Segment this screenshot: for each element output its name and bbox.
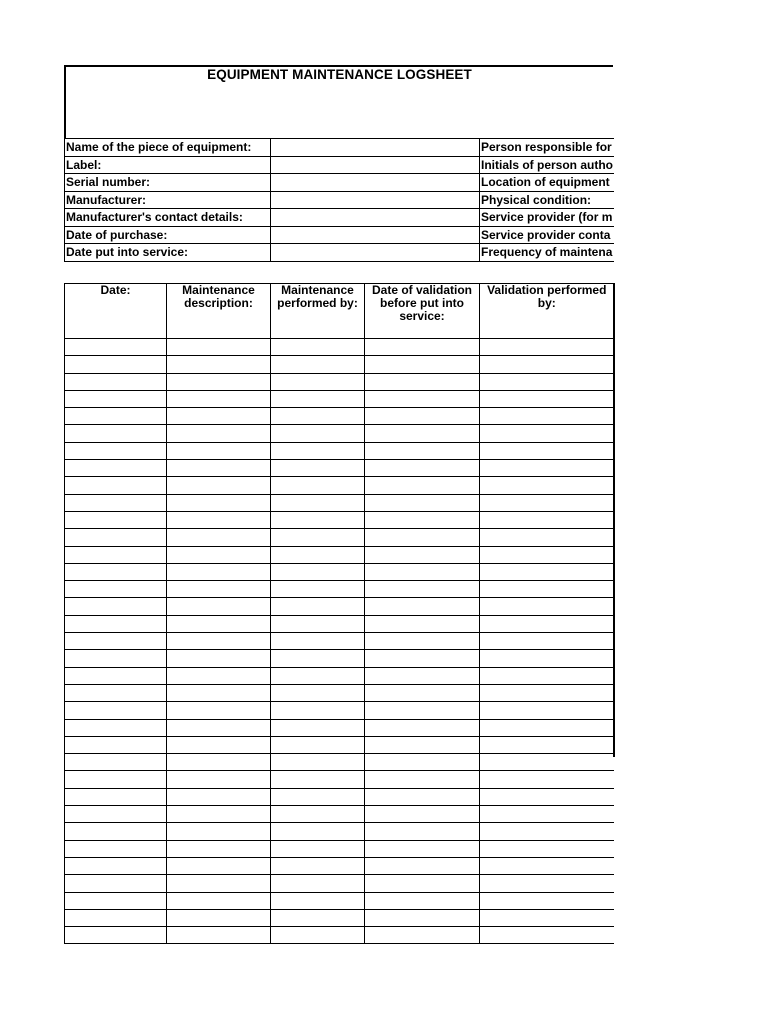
log-cell[interactable] <box>480 892 614 909</box>
table-row <box>65 460 614 477</box>
log-cell[interactable] <box>167 511 271 528</box>
log-cell[interactable] <box>365 477 480 494</box>
table-row <box>65 754 614 771</box>
log-cell[interactable] <box>365 356 480 373</box>
log-cell[interactable] <box>365 494 480 511</box>
log-cell[interactable] <box>480 927 614 944</box>
header-validation-performed-by: Validation performed by: <box>480 284 614 339</box>
log-cell[interactable] <box>271 857 365 874</box>
log-cell[interactable] <box>365 598 480 615</box>
info-left-label: Serial number: <box>65 174 271 192</box>
log-cell[interactable] <box>271 373 365 390</box>
info-left-label: Date put into service: <box>65 244 271 262</box>
info-right-label: Frequency of maintena <box>481 245 613 260</box>
log-cell[interactable] <box>65 927 167 944</box>
log-cell[interactable] <box>271 615 365 632</box>
log-cell[interactable] <box>271 633 365 650</box>
page-title: EQUIPMENT MAINTENANCE LOGSHEET <box>207 67 472 82</box>
header-maintenance-description: Maintenance description: <box>167 284 271 339</box>
log-cell[interactable] <box>480 684 614 701</box>
info-row <box>65 226 615 244</box>
table-row <box>65 390 614 407</box>
log-cell[interactable] <box>365 788 480 805</box>
log-cell[interactable] <box>365 754 480 771</box>
log-cell[interactable] <box>365 529 480 546</box>
log-cell[interactable] <box>271 529 365 546</box>
log-cell[interactable] <box>65 460 167 477</box>
log-cell[interactable] <box>480 909 614 926</box>
log-cell[interactable] <box>65 563 167 580</box>
log-cell[interactable] <box>167 598 271 615</box>
log-cell[interactable] <box>365 927 480 944</box>
log-cell[interactable] <box>65 702 167 719</box>
log-cell[interactable] <box>480 840 614 857</box>
log-cell[interactable] <box>365 408 480 425</box>
table-row <box>65 442 614 459</box>
log-cell[interactable] <box>271 892 365 909</box>
table-row <box>65 927 614 944</box>
log-cell[interactable] <box>65 788 167 805</box>
log-cell[interactable] <box>365 460 480 477</box>
log-cell[interactable] <box>480 442 614 459</box>
log-cell[interactable] <box>365 442 480 459</box>
log-cell[interactable] <box>65 442 167 459</box>
log-cell[interactable] <box>167 425 271 442</box>
log-cell[interactable] <box>65 494 167 511</box>
info-left-label: Date of purchase: <box>65 226 271 244</box>
info-left-label: Name of the piece of equipment: <box>65 139 271 157</box>
log-cell[interactable] <box>167 823 271 840</box>
info-row <box>65 244 615 262</box>
log-cell[interactable] <box>365 425 480 442</box>
log-cell[interactable] <box>167 615 271 632</box>
table-row <box>65 356 614 373</box>
log-cell[interactable] <box>65 546 167 563</box>
log-cell[interactable] <box>65 373 167 390</box>
info-right-label: Service provider conta <box>480 226 615 244</box>
log-cell[interactable] <box>271 460 365 477</box>
log-cell[interactable] <box>271 909 365 926</box>
log-cell[interactable] <box>365 615 480 632</box>
table-row <box>65 892 614 909</box>
table-row <box>65 598 614 615</box>
log-right-border <box>613 283 615 757</box>
log-cell[interactable] <box>480 529 614 546</box>
log-cell[interactable] <box>271 390 365 407</box>
log-cell[interactable] <box>480 823 614 840</box>
log-cell[interactable] <box>271 684 365 701</box>
log-cell[interactable] <box>65 425 167 442</box>
table-row <box>65 615 614 632</box>
table-row <box>65 633 614 650</box>
log-cell[interactable] <box>167 356 271 373</box>
info-left-value-field[interactable] <box>271 209 480 227</box>
log-cell[interactable] <box>480 339 614 356</box>
log-cell[interactable] <box>271 408 365 425</box>
log-cell[interactable] <box>271 477 365 494</box>
log-cell[interactable] <box>480 875 614 892</box>
log-cell[interactable] <box>167 736 271 753</box>
log-cell[interactable] <box>65 615 167 632</box>
log-cell[interactable] <box>480 806 614 823</box>
log-cell[interactable] <box>167 633 271 650</box>
info-left-value-field[interactable] <box>271 156 480 174</box>
table-row <box>65 529 614 546</box>
log-cell[interactable] <box>65 339 167 356</box>
log-cell[interactable] <box>480 494 614 511</box>
log-cell[interactable] <box>480 615 614 632</box>
log-cell[interactable] <box>480 511 614 528</box>
log-cell[interactable] <box>365 581 480 598</box>
table-row <box>65 581 614 598</box>
log-cell[interactable] <box>480 390 614 407</box>
table-row <box>65 788 614 805</box>
log-cell[interactable] <box>271 875 365 892</box>
log-cell[interactable] <box>65 477 167 494</box>
log-cell[interactable] <box>271 546 365 563</box>
table-row <box>65 684 614 701</box>
table-row <box>65 806 614 823</box>
log-cell[interactable] <box>365 390 480 407</box>
log-cell[interactable] <box>65 598 167 615</box>
info-left-value-field[interactable] <box>271 226 480 244</box>
header-date: Date: <box>65 284 167 339</box>
table-row <box>65 339 614 356</box>
table-row <box>65 546 614 563</box>
log-cell[interactable] <box>65 719 167 736</box>
table-row <box>65 771 614 788</box>
info-right-label: Location of equipment <box>480 174 615 192</box>
table-row <box>65 477 614 494</box>
info-left-label: Label: <box>65 156 271 174</box>
log-cell[interactable] <box>365 650 480 667</box>
table-row <box>65 650 614 667</box>
log-cell[interactable] <box>271 736 365 753</box>
table-row <box>65 667 614 684</box>
log-cell[interactable] <box>271 356 365 373</box>
table-row <box>65 909 614 926</box>
log-cell[interactable] <box>365 840 480 857</box>
title-box <box>64 65 613 139</box>
header-maintenance-performed-by: Maintenance performed by: <box>271 284 365 339</box>
info-left-value-field[interactable] <box>271 191 480 209</box>
log-cell[interactable] <box>167 477 271 494</box>
table-row <box>65 840 614 857</box>
info-row <box>65 174 615 192</box>
log-cell[interactable] <box>65 823 167 840</box>
table-row <box>65 702 614 719</box>
log-cell[interactable] <box>167 408 271 425</box>
log-cell[interactable] <box>65 408 167 425</box>
log-cell[interactable] <box>167 546 271 563</box>
log-cell[interactable] <box>65 581 167 598</box>
log-cell[interactable] <box>65 857 167 874</box>
log-cell[interactable] <box>65 529 167 546</box>
log-cell[interactable] <box>167 788 271 805</box>
log-cell[interactable] <box>65 650 167 667</box>
log-cell[interactable] <box>271 823 365 840</box>
log-cell[interactable] <box>167 460 271 477</box>
log-cell[interactable] <box>480 650 614 667</box>
log-cell[interactable] <box>271 667 365 684</box>
info-left-label: Manufacturer's contact details: <box>65 209 271 227</box>
log-cell[interactable] <box>480 667 614 684</box>
log-cell[interactable] <box>365 633 480 650</box>
log-cell[interactable] <box>167 339 271 356</box>
log-cell[interactable] <box>167 650 271 667</box>
log-cell[interactable] <box>271 719 365 736</box>
log-cell[interactable] <box>271 650 365 667</box>
log-cell[interactable] <box>271 771 365 788</box>
log-cell[interactable] <box>365 875 480 892</box>
log-cell[interactable] <box>167 719 271 736</box>
log-cell[interactable] <box>271 754 365 771</box>
log-cell[interactable] <box>65 390 167 407</box>
log-cell[interactable] <box>365 339 480 356</box>
log-cell[interactable] <box>167 840 271 857</box>
info-right-label: Service provider (for m <box>481 210 613 225</box>
log-cell[interactable] <box>480 581 614 598</box>
log-cell[interactable] <box>480 546 614 563</box>
log-cell[interactable] <box>65 736 167 753</box>
log-cell[interactable] <box>65 892 167 909</box>
log-cell[interactable] <box>271 494 365 511</box>
log-header-row <box>65 284 614 339</box>
info-right-label: Physical condition: <box>480 191 615 209</box>
log-cell[interactable] <box>65 667 167 684</box>
log-cell[interactable] <box>271 563 365 580</box>
log-cell[interactable] <box>167 892 271 909</box>
log-cell[interactable] <box>480 788 614 805</box>
table-row <box>65 373 614 390</box>
log-cell[interactable] <box>480 356 614 373</box>
log-cell[interactable] <box>480 754 614 771</box>
log-cell[interactable] <box>271 339 365 356</box>
log-cell[interactable] <box>65 840 167 857</box>
log-cell[interactable] <box>365 823 480 840</box>
log-cell[interactable] <box>167 754 271 771</box>
log-cell[interactable] <box>480 771 614 788</box>
info-row <box>65 209 615 227</box>
info-left-label: Manufacturer: <box>65 191 271 209</box>
log-cell[interactable] <box>365 373 480 390</box>
log-cell[interactable] <box>271 806 365 823</box>
table-row <box>65 736 614 753</box>
log-cell[interactable] <box>167 875 271 892</box>
log-cell[interactable] <box>271 840 365 857</box>
log-cell[interactable] <box>365 857 480 874</box>
info-row <box>65 191 615 209</box>
info-left-value-field[interactable] <box>271 174 480 192</box>
table-row <box>65 719 614 736</box>
log-cell[interactable] <box>480 563 614 580</box>
log-cell[interactable] <box>271 581 365 598</box>
log-cell[interactable] <box>480 425 614 442</box>
info-right-label: Initials of person autho <box>481 157 614 172</box>
log-cell[interactable] <box>271 788 365 805</box>
log-cell[interactable] <box>365 511 480 528</box>
log-cell[interactable] <box>167 667 271 684</box>
log-cell[interactable] <box>365 771 480 788</box>
log-cell[interactable] <box>167 563 271 580</box>
info-left-value-field[interactable] <box>271 244 480 262</box>
table-row <box>65 875 614 892</box>
log-cell[interactable] <box>365 806 480 823</box>
log-cell[interactable] <box>167 581 271 598</box>
log-cell[interactable] <box>65 754 167 771</box>
table-row <box>65 408 614 425</box>
info-left-value-field[interactable] <box>271 139 480 157</box>
log-cell[interactable] <box>271 927 365 944</box>
log-cell[interactable] <box>480 736 614 753</box>
log-cell[interactable] <box>167 494 271 511</box>
log-cell[interactable] <box>167 909 271 926</box>
info-row <box>65 139 615 157</box>
log-cell[interactable] <box>365 563 480 580</box>
log-cell[interactable] <box>167 390 271 407</box>
log-cell[interactable] <box>365 667 480 684</box>
log-cell[interactable] <box>167 373 271 390</box>
table-row <box>65 563 614 580</box>
log-cell[interactable] <box>65 909 167 926</box>
log-cell[interactable] <box>167 927 271 944</box>
log-cell[interactable] <box>167 857 271 874</box>
log-cell[interactable] <box>167 771 271 788</box>
log-cell[interactable] <box>480 598 614 615</box>
log-cell[interactable] <box>167 529 271 546</box>
log-cell[interactable] <box>271 511 365 528</box>
log-cell[interactable] <box>480 408 614 425</box>
table-row <box>65 823 614 840</box>
log-cell[interactable] <box>365 702 480 719</box>
table-row <box>65 511 614 528</box>
log-cell[interactable] <box>480 702 614 719</box>
log-cell[interactable] <box>65 875 167 892</box>
log-cell[interactable] <box>65 771 167 788</box>
log-cell[interactable] <box>271 425 365 442</box>
log-cell[interactable] <box>271 442 365 459</box>
log-cell[interactable] <box>365 719 480 736</box>
log-cell[interactable] <box>271 702 365 719</box>
log-cell[interactable] <box>65 356 167 373</box>
log-cell[interactable] <box>480 633 614 650</box>
maintenance-log-table <box>64 283 614 944</box>
log-cell[interactable] <box>65 806 167 823</box>
table-row <box>65 494 614 511</box>
log-cell[interactable] <box>365 546 480 563</box>
log-cell[interactable] <box>365 909 480 926</box>
log-cell[interactable] <box>365 892 480 909</box>
log-cell[interactable] <box>167 702 271 719</box>
info-row <box>65 156 615 174</box>
log-cell[interactable] <box>480 373 614 390</box>
log-cell[interactable] <box>65 511 167 528</box>
log-cell[interactable] <box>365 736 480 753</box>
log-cell[interactable] <box>65 633 167 650</box>
log-cell[interactable] <box>167 806 271 823</box>
log-cell[interactable] <box>480 477 614 494</box>
log-cell[interactable] <box>65 684 167 701</box>
log-cell[interactable] <box>365 684 480 701</box>
table-row <box>65 425 614 442</box>
log-cell[interactable] <box>167 684 271 701</box>
table-row <box>65 857 614 874</box>
log-cell[interactable] <box>480 857 614 874</box>
info-right-label: Person responsible for <box>480 139 615 157</box>
log-cell[interactable] <box>271 598 365 615</box>
log-cell[interactable] <box>480 460 614 477</box>
log-cell[interactable] <box>480 719 614 736</box>
log-cell[interactable] <box>167 442 271 459</box>
equipment-info-table <box>64 138 614 262</box>
header-date-of-validation: Date of validation before put into service: <box>365 284 480 339</box>
